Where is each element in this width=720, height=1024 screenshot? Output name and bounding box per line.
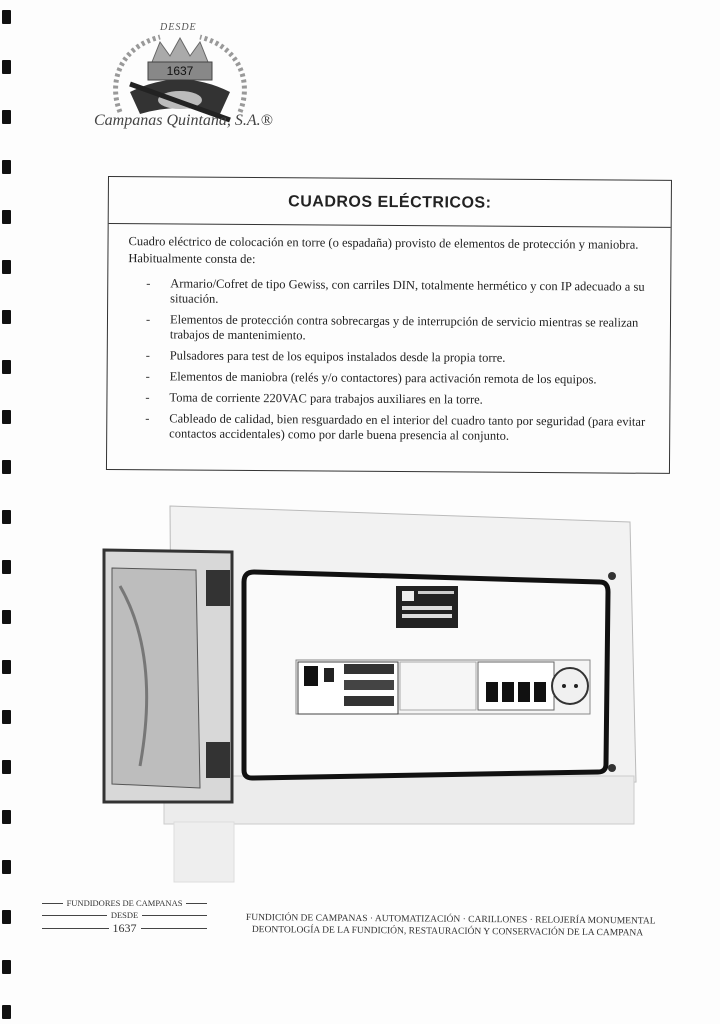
footer-services-line2: DEONTOLOGÍA DE LA FUNDICIÓN, RESTAURACIÓN Y CONSERVACIÓN DE LA CAMPANA [251, 925, 644, 939]
list-item: - Cableado de calidad, bien resguardado en el interior del cuadro tanto por seguridad (para evitar contactos accidentales) como por darle buena presencia al conjunto. [145, 411, 653, 445]
feature-list [127, 276, 654, 445]
footer-founders: FUNDIDORES DE CAMPANAS [66, 898, 183, 908]
section-title: CUADROS ELÉCTRICOS: [109, 177, 671, 228]
divider [141, 928, 208, 929]
section-body [107, 224, 671, 445]
divider [42, 915, 107, 916]
footer-services [246, 912, 666, 940]
electrical-cabinet-photo [100, 496, 660, 896]
section-intro: Cuadro eléctrico de colocación en torre (o espadaña) provisto de elementos de protección y maniobra. [128, 234, 639, 252]
list-item: - Toma de corriente 220VAC para trabajos auxiliares en la torre. [145, 390, 653, 409]
spiral-binding [0, 0, 14, 1024]
company-name: Campanas Quintana, S.A.® [94, 112, 273, 129]
logo-year: 1637 [166, 64, 194, 78]
divider [142, 915, 207, 916]
section-lead: Habitualmente consta de: [128, 251, 256, 267]
section-box [106, 176, 672, 474]
footer-services-line1: FUNDICIÓN DE CAMPANAS · AUTOMATIZACIÓN · CARILLONES · RELOJERÍA MONUMENTAL [245, 912, 656, 927]
company-logo [90, 22, 280, 142]
list-item: - Armario/Cofret de tipo Gewiss, con carriles DIN, totalmente hermético y con IP adecuado a su situación. [146, 276, 654, 310]
divider [42, 928, 109, 929]
divider [186, 903, 207, 904]
logo-desde: DESDE [160, 22, 197, 33]
divider [42, 903, 63, 904]
list-item: - Elementos de protección contra sobrecargas y de interrupción de servicio mientras se realizan trabajos de mantenimiento. [146, 312, 654, 346]
footer-desde: DESDE [110, 910, 139, 920]
footer-left-seal [42, 898, 207, 936]
cabinet-illustration [100, 496, 660, 896]
footer-year: 1637 [112, 921, 137, 935]
list-item: - Pulsadores para test de los equipos instalados desde la propia torre. [146, 348, 654, 367]
list-item: - Elementos de maniobra (relés y/o contactores) para activación remota de los equipos. [146, 369, 654, 388]
